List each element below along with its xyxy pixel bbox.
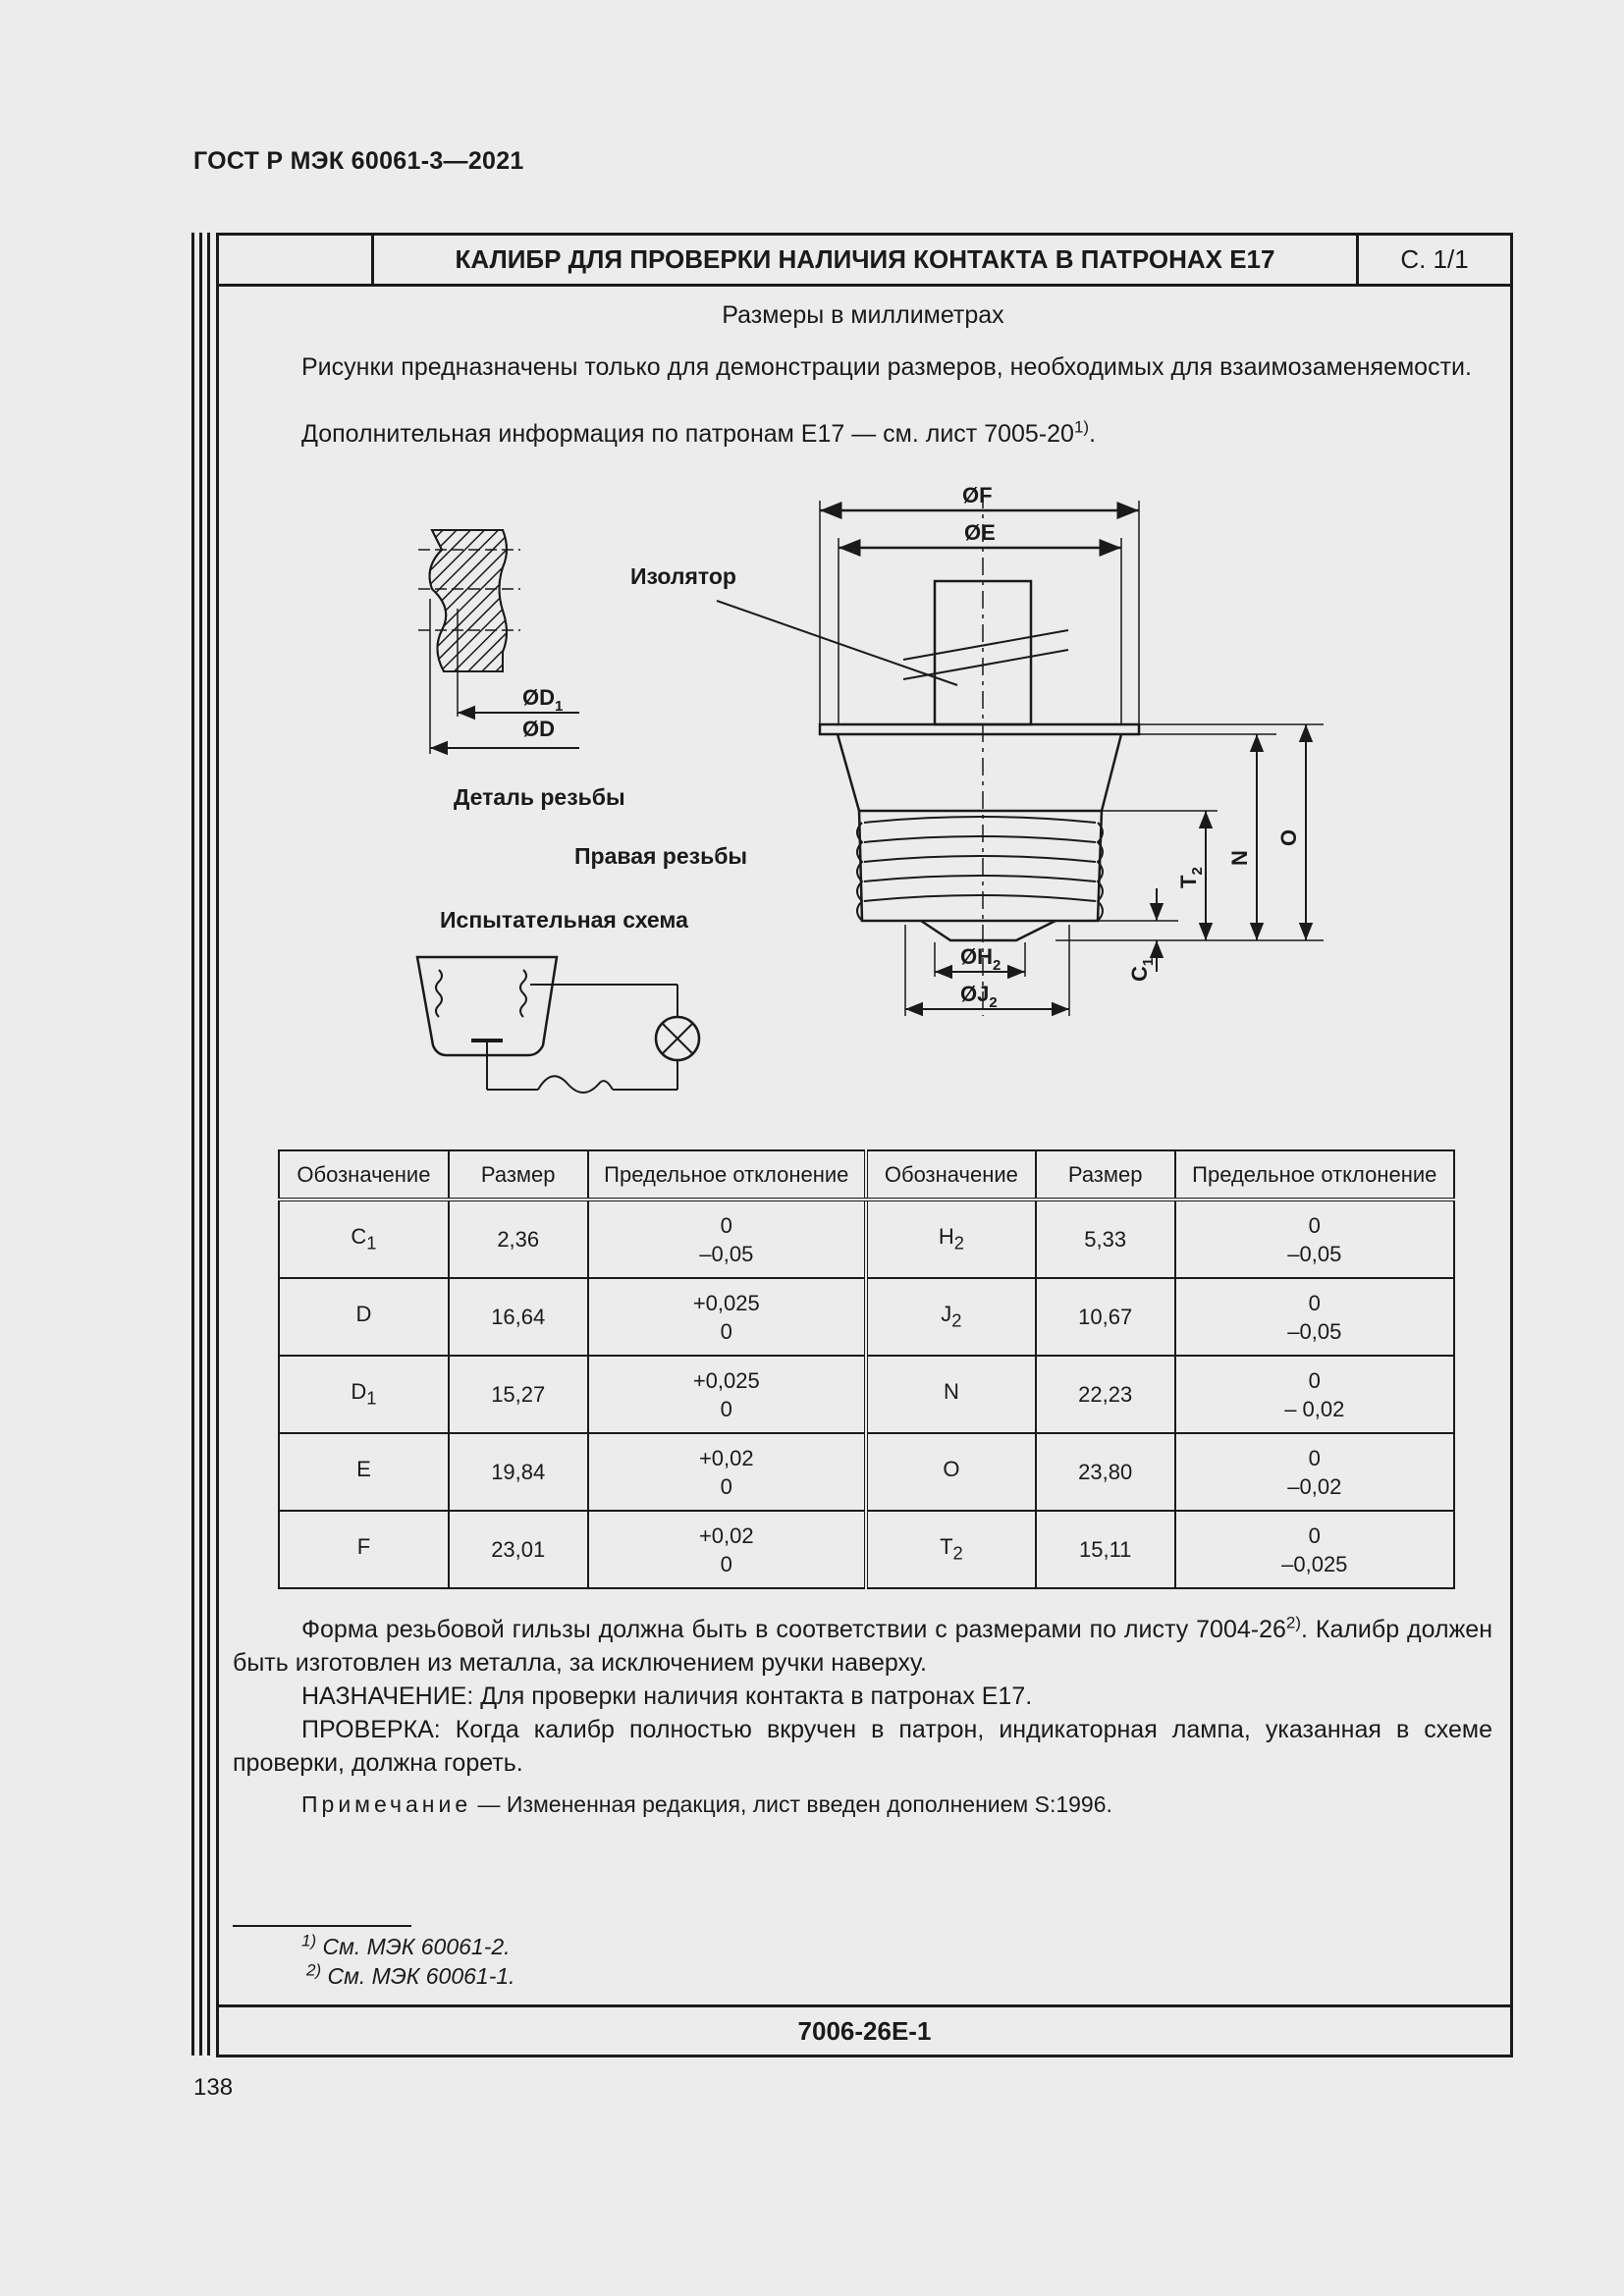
footnote-separator — [233, 1925, 411, 1927]
intro-paragraph-1: Рисунки предназначены только для демонстрации размеров, необходимых для взаимозаменяемости. — [301, 353, 1472, 381]
body-paragraph-purpose: НАЗНАЧЕНИЕ: Для проверки наличия контакта в патронах E17. — [301, 1682, 1033, 1710]
sheet-page: С. 1/1 — [1400, 244, 1469, 274]
designation-cell: $T_2$ — [866, 1511, 1036, 1588]
intro-p2-text: Дополнительная информация по патронам E17 — см. лист 7005-20 — [301, 420, 1074, 448]
thread-detail-drawing — [418, 530, 579, 754]
sheet-code: 7006-26E-1 — [219, 2004, 1510, 2055]
size-cell: 23,01 — [449, 1511, 588, 1588]
size-cell: 16,64 — [449, 1278, 588, 1356]
designation-cell: $D_1$ — [279, 1356, 449, 1433]
document-header: ГОСТ Р МЭК 60061-3—2021 — [193, 147, 524, 175]
dim-D-label: ØD — [522, 717, 555, 741]
body-paragraph-3 — [233, 1613, 1492, 1680]
footnote-2-text: См. МЭК 60061-1. — [321, 1963, 515, 1989]
gauge-body-drawing — [717, 491, 1324, 1016]
size-cell: 15,11 — [1036, 1511, 1175, 1588]
sheet-title: КАЛИБР ДЛЯ ПРОВЕРКИ НАЛИЧИЯ КОНТАКТА В ПАТРОНАХ E17 — [374, 236, 1359, 284]
tolerance-cell: +0,02 0 — [588, 1433, 866, 1511]
table-header-row — [279, 1150, 1454, 1200]
tolerance-cell: 0 –0,05 — [588, 1200, 866, 1278]
footnote-ref-2: 2) — [1285, 1613, 1302, 1632]
dim-O-label: O — [1276, 828, 1301, 846]
size-cell: 10,67 — [1036, 1278, 1175, 1356]
dim-D1-label: $ØD_1$ — [522, 685, 564, 715]
designation-cell: D — [279, 1278, 449, 1356]
designation-cell: $C_1$ — [279, 1200, 449, 1278]
body-p3-text: Форма резьбовой гильзы должна быть в соответствии с размерами по листу 7004-26 — [301, 1616, 1286, 1643]
footnote-1-mark: 1) — [301, 1931, 317, 1950]
tolerance-cell: 0 –0,05 — [1175, 1278, 1454, 1356]
table-header-cell: Обозначение — [279, 1150, 449, 1200]
size-cell: 23,80 — [1036, 1433, 1175, 1511]
size-cell: 2,36 — [449, 1200, 588, 1278]
note — [301, 1791, 1112, 1818]
dim-J2-label: $ØJ_2$ — [960, 982, 998, 1011]
footnote-2-mark: 2) — [306, 1960, 322, 1980]
tolerance-cell: 0 –0,02 — [1175, 1433, 1454, 1511]
table-header-cell: Предельное отклонение — [588, 1150, 866, 1200]
designation-cell: N — [866, 1356, 1036, 1433]
tolerance-cell: 0 – 0,02 — [1175, 1356, 1454, 1433]
size-cell: 19,84 — [449, 1433, 588, 1511]
table-row — [279, 1356, 1454, 1433]
tolerance-cell: 0 –0,05 — [1175, 1200, 1454, 1278]
tolerance-cell: +0,02 0 — [588, 1511, 866, 1588]
footnote-ref-1: 1) — [1073, 417, 1090, 437]
dim-C1-label: $C_1$ — [1127, 957, 1157, 982]
dim-N-label: N — [1227, 850, 1252, 866]
size-cell: 22,23 — [1036, 1356, 1175, 1433]
size-cell: 15,27 — [449, 1356, 588, 1433]
footnote-2 — [306, 1960, 515, 1990]
tolerance-cell: 0 –0,025 — [1175, 1511, 1454, 1588]
designation-cell: $J_2$ — [866, 1278, 1036, 1356]
test-circuit-diagram — [417, 957, 699, 1093]
insulator-label: Изолятор — [630, 563, 736, 589]
table-header-cell: Размер — [1036, 1150, 1175, 1200]
designation-cell: $H_2$ — [866, 1200, 1036, 1278]
size-cell: 5,33 — [1036, 1200, 1175, 1278]
footnote-1 — [301, 1931, 511, 1960]
dim-H2-label: $ØH_2$ — [960, 944, 1001, 974]
tolerance-cell: +0,025 0 — [588, 1356, 866, 1433]
note-label: Примечание — [301, 1791, 472, 1817]
designation-cell: E — [279, 1433, 449, 1511]
dim-T2-label: $T_2$ — [1176, 867, 1206, 888]
dim-F-label: ØF — [962, 483, 993, 507]
intro-p2-end: . — [1089, 420, 1097, 448]
thread-detail-label: Деталь резьбы — [454, 784, 625, 810]
dim-E-label: ØE — [964, 520, 996, 545]
designation-cell: F — [279, 1511, 449, 1588]
table-header-cell: Размер — [449, 1150, 588, 1200]
units-note: Размеры в миллиметрах — [722, 301, 1004, 329]
page-number: 138 — [193, 2074, 234, 2101]
footnote-1-text: См. МЭК 60061-2. — [316, 1934, 511, 1959]
table-row — [279, 1511, 1454, 1588]
table-row — [279, 1278, 1454, 1356]
gauge-drawing — [0, 0, 1624, 1139]
body-p3-end: . Калибр должен быть изготовлен из металла, за исключением ручки наверху. — [233, 1616, 1493, 1677]
test-scheme-label: Испытательная схема — [440, 907, 688, 933]
right-thread-label: Правая резьбы — [574, 843, 748, 869]
tolerance-cell: +0,025 0 — [588, 1278, 866, 1356]
table-header-cell: Обозначение — [866, 1150, 1036, 1200]
designation-cell: O — [866, 1433, 1036, 1511]
note-text: — Измененная редакция, лист введен дополнением S:1996. — [471, 1791, 1112, 1817]
table-row — [279, 1200, 1454, 1278]
table-header-cell: Предельное отклонение — [1175, 1150, 1454, 1200]
dimensions-table — [278, 1149, 1455, 1589]
table-row — [279, 1433, 1454, 1511]
body-paragraph-check: ПРОВЕРКА: Когда калибр полностью вкручен в патрон, индикаторная лампа, указанная в схеме проверки, должна гореть. — [233, 1716, 1492, 1777]
